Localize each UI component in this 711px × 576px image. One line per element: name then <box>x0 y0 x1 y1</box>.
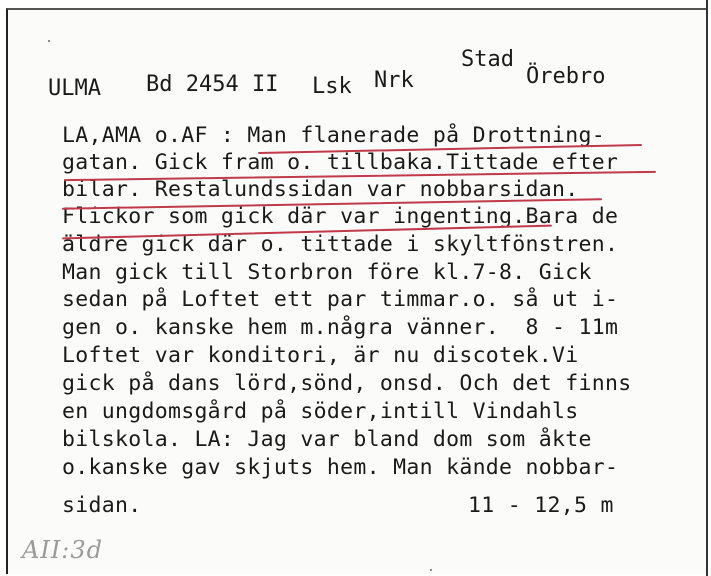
text-line-10: gick på dans lörd,sönd, onsd. Och det finns <box>62 371 632 396</box>
pencil-signature: AII:3d <box>22 536 104 564</box>
text-line-8: gen o. kanske hem m.några vänner. 8 - 11m <box>62 315 619 340</box>
paper-speck <box>430 569 432 571</box>
nrk-label: Nrk <box>374 68 414 93</box>
text-line-5: äldre gick där o. tittade i skyltfönstren. <box>62 232 619 257</box>
lsk-label: Lsk <box>312 74 352 99</box>
card-edge <box>706 0 708 576</box>
paper-speck <box>48 40 50 42</box>
text-line-13: o.kanske gav skjuts hem. Man kände nobbar- <box>62 455 619 480</box>
text-line-3: bilar. Restalundssidan var nobbarsidan. <box>62 177 579 202</box>
archive-code: ULMA <box>48 76 101 101</box>
volume-number: Bd 2454 II <box>146 72 279 97</box>
text-line-14: sidan. <box>62 493 142 518</box>
text-line-6: Man gick till Storbron före kl.7-8. Gick <box>62 260 592 285</box>
stad-label: Stad <box>461 47 514 72</box>
city-name: Örebro <box>526 64 606 89</box>
text-line-4: Flickor som gick där var ingenting.Bara de <box>62 204 619 229</box>
text-line-1: LA,AMA o.AF : Man flanerade på Drottning- <box>62 123 606 148</box>
measurement-range: 11 - 12,5 m <box>468 493 614 518</box>
text-line-12: bilskola. LA: Jag var bland dom som åkte <box>62 427 592 452</box>
text-line-11: en ungdomsgård på söder,intill Vindahls <box>62 399 579 424</box>
text-line-2: gatan. Gick fram o. tillbaka.Tittade efter <box>62 150 619 175</box>
text-line-9: Loftet var konditori, är nu discotek.Vi <box>62 343 579 368</box>
text-line-7: sedan på Loftet ett par timmar.o. så ut i- <box>62 287 619 312</box>
